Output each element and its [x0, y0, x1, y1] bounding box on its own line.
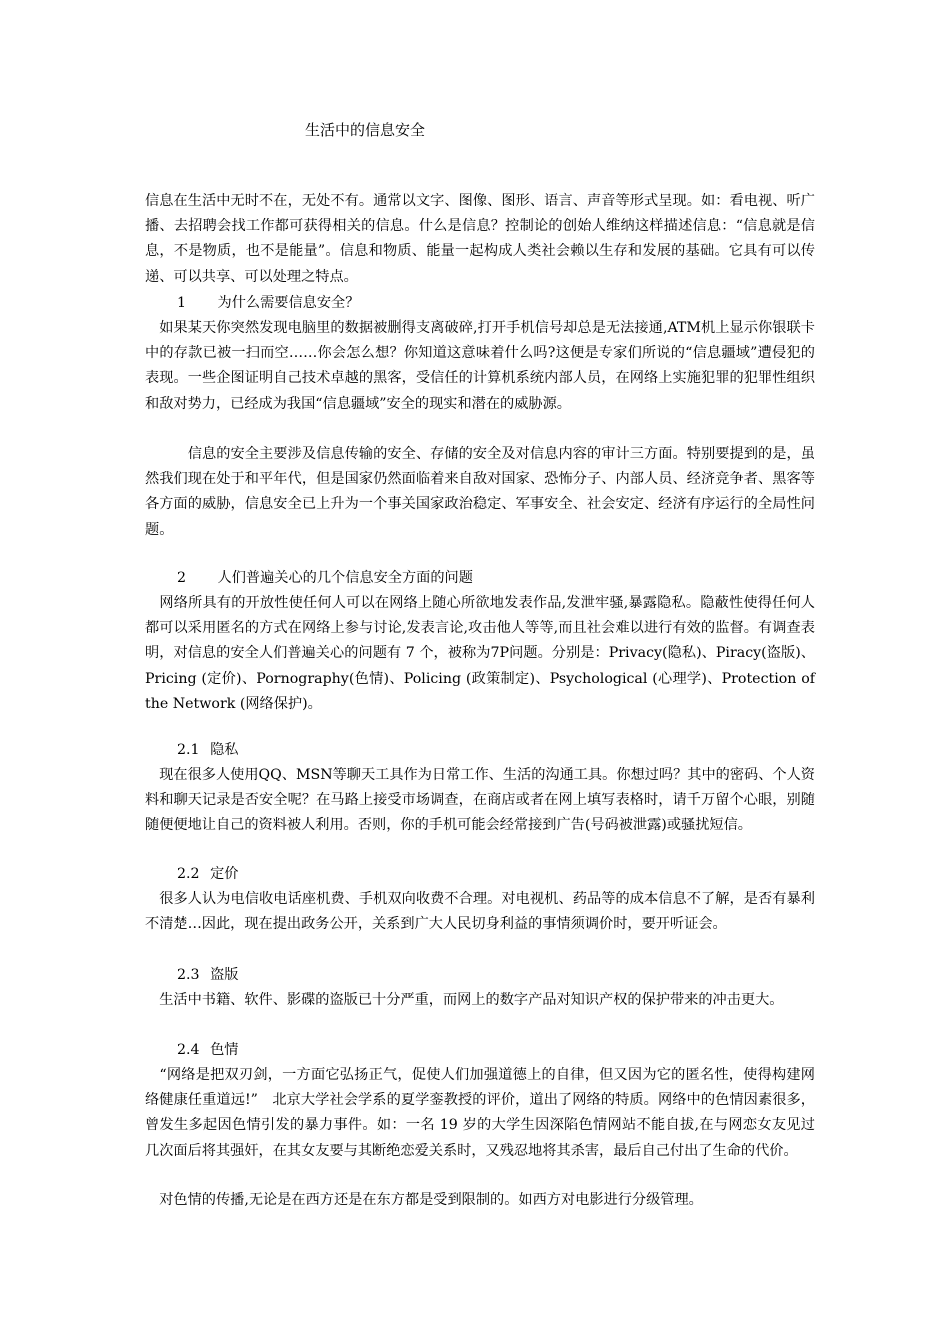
subsection-2-4-heading [177, 1038, 238, 1063]
section-2-paragraph-1: 网络所具有的开放性使任何人可以在网络上随心所欲地发表作品,发泄牢骚,暴露隐私。隐蔽性使得任何人都可以采用匿名的方式在网络上参与讨论,发表言论,攻击他人等等,而且社会难以进行有效的监督。有调查表明，对信息的安全人们普遍关心的问题有 7 个，被称为7P问题。分别是：Privacy(隐私)、Piracy(盗版)、Pricing (定价)、Pornography(色情)、Policing (政策制定)、Psychological (心理学)、Protection of the Network (网络保护)。 [145, 595, 815, 712]
section-2-heading [177, 566, 473, 591]
subsection-2-1-heading [177, 738, 238, 763]
subsection-2-4-paragraph-1: “网络是把双刃剑，一方面它弘扬正气，促使人们加强道德上的自律，但又因为它的匿名性，使得构建网络健康任重道远!” 北京大学社会学系的夏学銮教授的评价，道出了网络的特质。网络中的色情因素很多，曾发生多起因色情引发的暴力事件。如：一名 19 岁的大学生因深陷色情网站不能自拔,在与网恋女友见过几次面后将其强奸，在其女友要与其断绝恋爱关系时，又残忍地将其杀害，最后自己付出了生命的代价。 [145, 1067, 815, 1159]
section-1-heading [177, 291, 359, 316]
section-1-paragraph-2: 信息的安全主要涉及信息传输的安全、存储的安全及对信息内容的审计三方面。特别要提到的是，虽然我们现在处于和平年代，但是国家仍然面临着来自敌对国家、恐怖分子、内部人员、经济竞争者、黑客等各方面的威胁，信息安全已上升为一个事关国家政治稳定、军事安全、社会安定、经济有序运行的全局性问题。 [145, 446, 815, 538]
section-2-title: 人们普遍关心的几个信息安全方面的问题 [217, 570, 473, 586]
subsection-2-1-number: 2.1 [177, 742, 200, 758]
intro-paragraph: 信息在生活中无时不在，无处不有。通常以文字、图像、图形、语言、声音等形式呈现。如：看电视、听广播、去招聘会找工作都可获得相关的信息。什么是信息？控制论的创始人维纳这样描述信息：“信息就是信息，不是物质，也不是能量”。信息和物质、能量一起构成人类社会赖以生存和发展的基础。它具有可以传递、可以共享、可以处理之特点。 [145, 193, 815, 285]
subsection-2-3-title: 盗版 [210, 967, 239, 983]
subsection-2-1-title: 隐私 [210, 742, 239, 758]
subsection-2-3-heading [177, 963, 238, 988]
subsection-2-3-number: 2.3 [177, 967, 200, 983]
subsection-2-2-paragraph: 很多人认为电信收电话座机费、手机双向收费不合理。对电视机、药品等的成本信息不了解，是否有暴利不清楚…因此，现在提出政务公开，关系到广大人民切身利益的事情须调价时，要开听证会。 [145, 891, 815, 933]
subsection-2-4-title: 色情 [210, 1042, 239, 1058]
subsection-2-1-paragraph: 现在很多人使用QQ、MSN等聊天工具作为日常工作、生活的沟通工具。你想过吗？其中的密码、个人资料和聊天记录是否安全呢？在马路上接受市场调查，在商店或者在网上填写表格时，请千万留个心眼，别随随便便地让自己的资料被人利用。否则，你的手机可能会经常接到广告(号码被泄露)或骚扰短信。 [145, 767, 815, 834]
page-title: 生活中的信息安全 [305, 121, 426, 139]
section-1-paragraph-1: 如果某天你突然发现电脑里的数据被删得支离破碎,打开手机信号却总是无法接通,ATM机上显示你银联卡中的存款已被一扫而空……你会怎么想？你知道这意味着什么吗?这便是专家们所说的“信息疆域”遭侵犯的表现。一些企图证明自己技术卓越的黑客，受信任的计算机系统内部人员，在网络上实施犯罪的犯罪性组织和敌对势力，已经成为我国“信息疆域”安全的现实和潜在的威胁源。 [145, 320, 815, 412]
subsection-2-2-title: 定价 [210, 866, 239, 882]
subsection-2-4-paragraph-2: 对色情的传播,无论是在西方还是在东方都是受到限制的。如西方对电影进行分级管理。 [145, 1192, 703, 1208]
subsection-2-4-number: 2.4 [177, 1042, 200, 1058]
subsection-2-2-number: 2.2 [177, 866, 200, 882]
subsection-2-2-heading [177, 862, 238, 887]
subsection-2-3-paragraph: 生活中书籍、软件、影碟的盗版已十分严重，而网上的数字产品对知识产权的保护带来的冲击更大。 [145, 992, 784, 1008]
section-1-title: 为什么需要信息安全？ [217, 295, 360, 311]
section-2-number: 2 [177, 570, 187, 586]
section-1-number: 1 [177, 295, 187, 311]
